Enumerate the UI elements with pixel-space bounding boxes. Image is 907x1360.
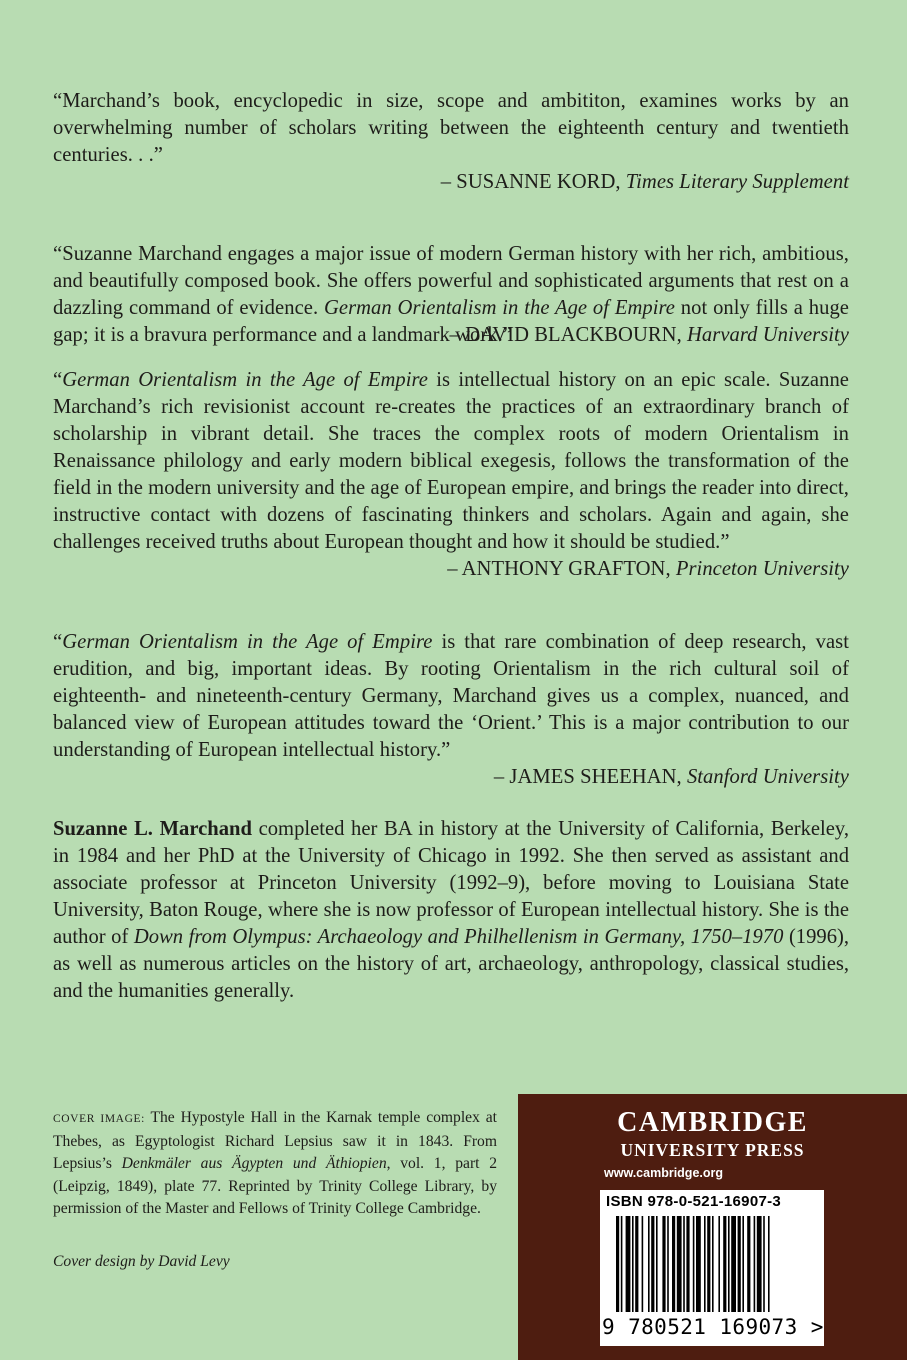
barcode-label — [600, 1190, 824, 1346]
reviewer-name: – JAMES SHEEHAN, — [493, 766, 687, 788]
credit-work-title: Denkmäler aus Ägypten und Äthiopien — [121, 1155, 387, 1173]
publisher-logo-subtitle: UNIVERSITY PRESS — [620, 1140, 805, 1160]
reviewer-source: Harvard University — [687, 324, 849, 346]
reviewer-name: – SUSANNE KORD, — [440, 171, 626, 193]
quote-attribution — [53, 169, 849, 196]
reviewer-source: Times Literary Supplement — [625, 171, 849, 193]
book-title-italic: German Orientalism in the Age of Empire — [62, 369, 428, 391]
quote-text — [53, 367, 849, 556]
review-quote-blackbourn — [53, 241, 849, 349]
credit-text-before: The Hypostyle Hall in the Karnak temple complex at Thebes, as Egyptologist Richard Lepsius saw it in 1843. From Lepsius’s — [53, 1109, 498, 1173]
bio-text-before: completed her BA in history at the University of California, Berkeley, in 1984 and her PhD at the University of Chicago in 1992. She then served as assistant and associate professor at Princeton University (1992–9), before moving to Louisiana State University, Baton Rouge, where she is now professor of European intellectual history. She is the author of — [53, 818, 850, 948]
quote-text-after: not only fills a huge gap; it is a bravura performance and a landmark work.” — [53, 297, 849, 346]
reviewer-name: – DAVID BLACKBOURN, — [449, 324, 687, 346]
credit-text-after: , vol. 1, part 2 (Leipzig, 1849), plate 77. Reprinted by Trinity College Library, by permission of the Master and Fellows of Trinity College Cambridge. — [53, 1155, 497, 1218]
publisher-url: www.cambridge.org — [604, 1166, 724, 1180]
reviewer-source: Princeton University — [675, 558, 849, 580]
reviewer-name: – ANTHONY GRAFTON, — [447, 558, 676, 580]
bio-text-after: (1996), as well as numerous articles on the history of art, archaeology, anthropology, classical studies, and the humanities generally. — [53, 926, 850, 1002]
quote-attribution — [53, 556, 849, 583]
review-quote-sheehan — [53, 629, 849, 791]
book-title-italic: German Orientalism in the Age of Empire — [323, 297, 675, 319]
cover-design-credit: Cover design by David Levy — [53, 1253, 230, 1270]
quote-attribution — [53, 764, 849, 791]
quote-text: “Marchand’s book, encyclopedic in size, scope and ambititon, examines works by an overwhelming number of scholars writing between the eighteenth century and twentieth centuries. . .” — [53, 90, 849, 166]
reviewer-source: Stanford University — [686, 766, 849, 788]
quote-text-before: “Suzanne Marchand engages a major issue of modern German history with her rich, ambitious, and beautifully composed book. She offers powerful and sophisticated arguments that rest on a dazzling command of evidence. — [53, 243, 849, 319]
quote-text-before: “ — [53, 631, 63, 653]
book-title-italic: German Orientalism in the Age of Empire — [62, 631, 433, 653]
barcode-digits: 9 780521 169073 > — [602, 1315, 824, 1339]
review-quote-kord — [53, 88, 849, 196]
publisher-logo-name: CAMBRIDGE — [617, 1107, 808, 1138]
publisher-panel — [518, 1094, 907, 1360]
quote-text-after: is that rare combination of deep research, vast erudition, and big, important ideas. By rooting Orientalism in the rich cultural soil of eighteenth- and nineteenth-century Germany, Marchand gives us a complex, nuanced, and balanced view of European attitudes toward the ‘Orient.’ This is a major contribution to our understanding of European intellectual history.” — [53, 631, 849, 761]
quote-text-after: is intellectual history on an epic scale. Suzanne Marchand’s rich revisionist account re-creates the practices of an extraordinary branch of scholarship in vibrant detail. She traces the complex roots of modern Orientalism in Renaissance philology and early modern biblical exegesis, follows the transformation of the field in the modern university and the age of European empire, and brings the reader into direct, instructive contact with dozens of fascinating thinkers and scholars. Again and again, she challenges received truths about European thought and how it should be studied.” — [53, 369, 849, 553]
author-bio — [53, 816, 849, 1005]
isbn-text: ISBN 978-0-521-16907-3 — [606, 1193, 782, 1210]
review-quote-grafton — [53, 367, 849, 583]
cover-image-credit — [53, 1107, 497, 1221]
quote-text-before: “ — [53, 369, 63, 391]
quote-text — [53, 629, 849, 764]
author-name: Suzanne L. Marchand — [53, 818, 252, 840]
cover-image-label: COVER IMAGE: — [53, 1113, 145, 1125]
barcode-icon — [600, 1216, 824, 1316]
bio-book-title: Down from Olympus: Archaeology and Philhellenism in Germany, 1750–1970 — [133, 926, 784, 948]
